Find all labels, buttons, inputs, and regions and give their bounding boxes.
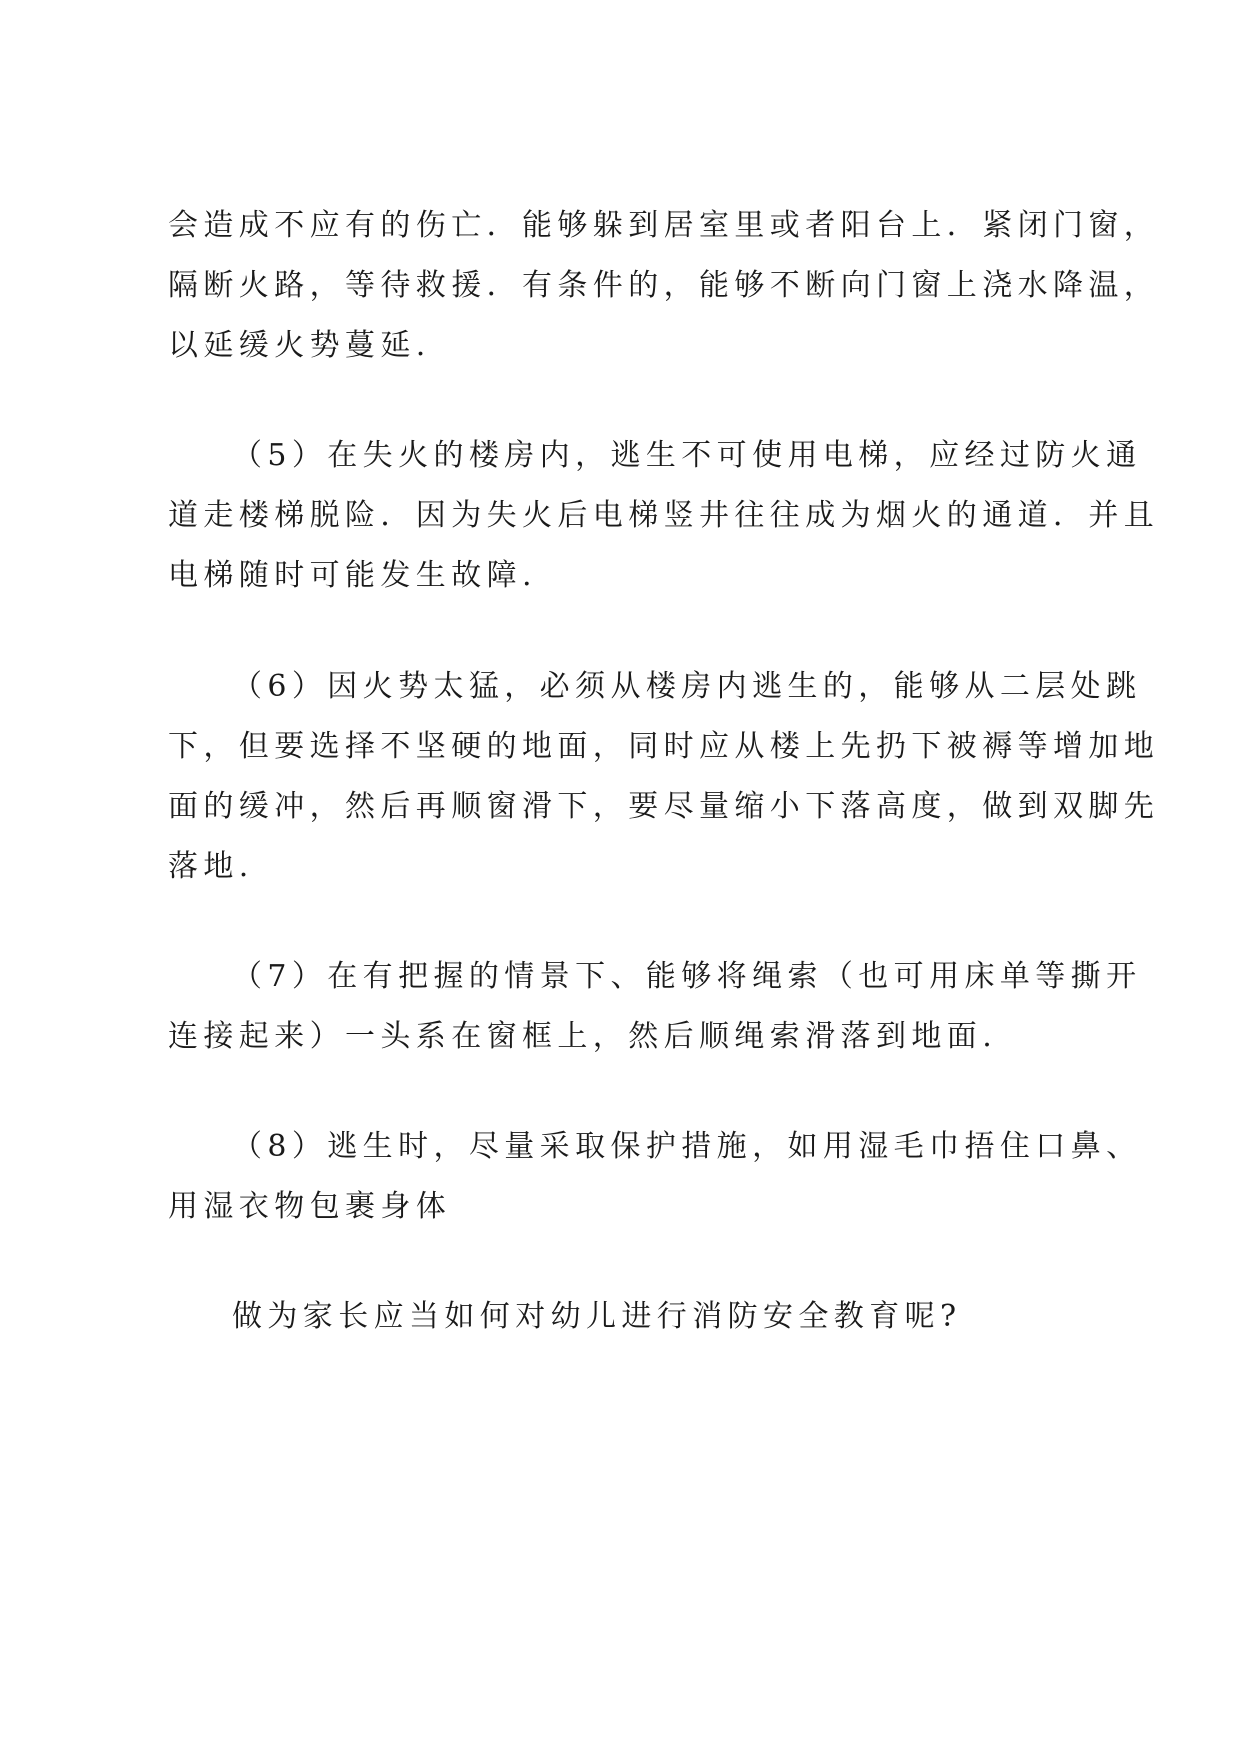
paragraph-1-line-3: 以延缓火势蔓延.: [168, 328, 431, 363]
paragraph-8-line-1: （8）逃生时，尽量采取保护措施，如用湿毛巾捂住口鼻、: [232, 1129, 1142, 1164]
paragraph-1-line-1: 会造成不应有的伤亡．能够躲到居室里或者阳台上．紧闭门窗，: [168, 208, 1160, 243]
paragraph-6-line-1: （6）因火势太猛，必须从楼房内逃生的，能够从二层处跳: [232, 669, 1142, 704]
paragraph-6-line-2: 下，但要选择不坚硬的地面，同时应从楼上先扔下被褥等增加地: [168, 729, 1160, 764]
paragraph-5-line-2: 道走楼梯脱险．因为失火后电梯竖井往往成为烟火的通道．并且: [168, 498, 1160, 533]
paragraph-5-line-1: （5）在失火的楼房内，逃生不可使用电梯，应经过防火通: [232, 438, 1142, 473]
paragraph-5-line-3: 电梯随时可能发生故障.: [168, 558, 537, 593]
paragraph-7-line-2: 连接起来）一头系在窗框上，然后顺绳索滑落到地面.: [168, 1019, 998, 1054]
paragraph-1-line-2: 隔断火路，等待救援．有条件的，能够不断向门窗上浇水降温，: [168, 268, 1160, 303]
paragraph-6-line-4: 落地.: [168, 849, 254, 884]
paragraph-7-line-1: （7）在有把握的情景下、能够将绳索（也可用床单等撕开: [232, 959, 1142, 994]
paragraph-6-line-3: 面的缓冲，然后再顺窗滑下，要尽量缩小下落高度，做到双脚先: [168, 789, 1160, 824]
paragraph-8-line-2: 用湿衣物包裹身体: [168, 1189, 452, 1224]
paragraph-question-line-1: 做为家长应当如何对幼儿进行消防安全教育呢?: [232, 1299, 962, 1334]
